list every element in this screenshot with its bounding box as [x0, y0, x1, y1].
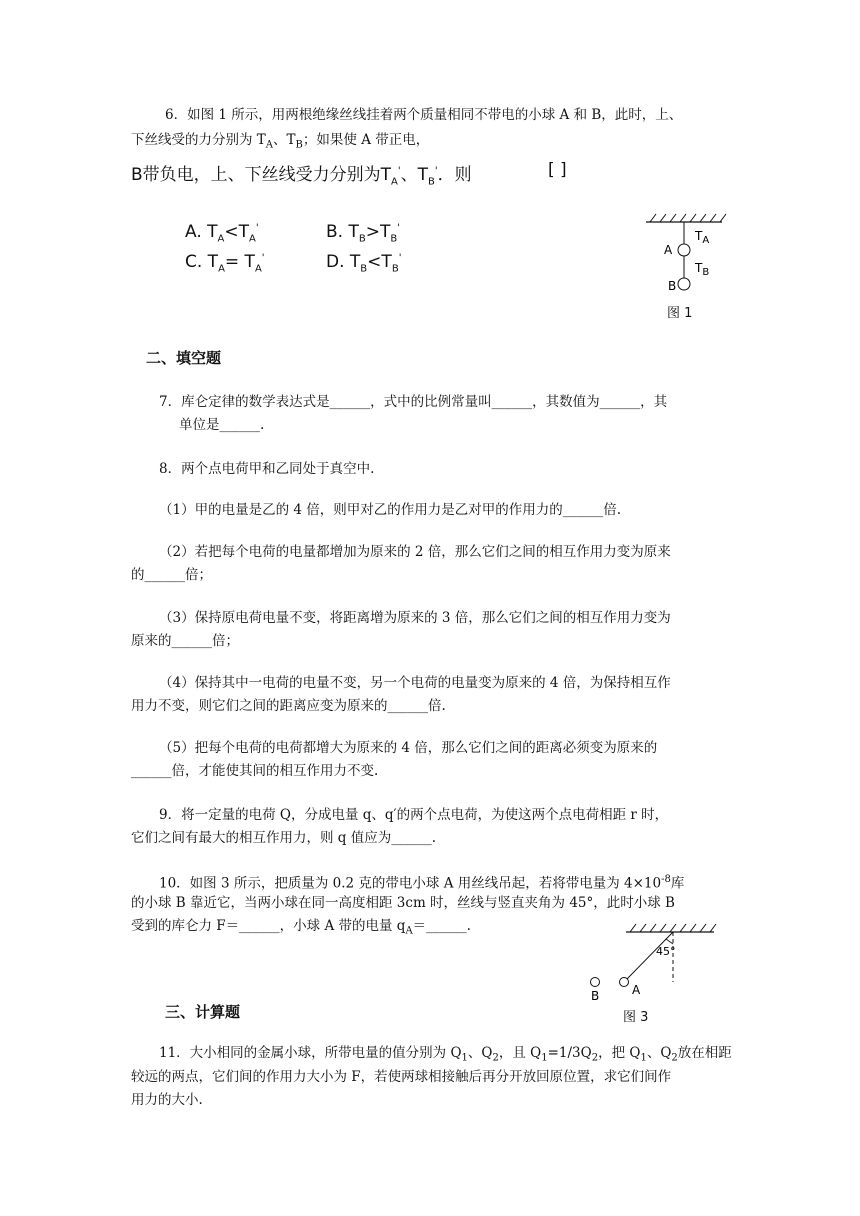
fig1-label-ta: $T_A$ [695, 229, 710, 246]
fig1-label-tb: $T_B$ [695, 261, 710, 278]
q8-part1: （1）甲的电量是乙的 4 倍，则甲对乙的作用力是乙对甲的作用力的______倍. [159, 502, 622, 518]
figure-3 [580, 920, 720, 1010]
q6-line2: 下丝线受的力分别为 $T_A$、$T_B$；如果使 A 带正电， [131, 132, 430, 151]
q6-line1: 6．如图 1 所示，用两根绝缘丝线挂着两个质量相同不带电的小球 A 和 B，此时，上、 [165, 107, 683, 123]
option-c: C. $T_A= T_A'$ [185, 252, 265, 275]
option-d: D. $T_B<T_B'$ [326, 252, 402, 275]
fig3-label-a: A [632, 983, 641, 997]
q11-line3: 用力的大小. [131, 1092, 203, 1108]
q8-part3-line2: 原来的______倍； [131, 633, 239, 649]
answer-bracket: [ ] [548, 160, 567, 180]
fig1-label-a: A [664, 243, 673, 257]
q10-line1: 10．如图 3 所示，把质量为 0.2 克的带电小球 A 用丝线吊起，若将带电量为 $4\times 10^{-8}$库 [159, 874, 685, 892]
fig1-label-b: B [668, 279, 677, 293]
section-heading-fill-blank: 二、填空题 [146, 349, 222, 367]
q7-line2: 单位是______. [179, 417, 265, 433]
q10-line2: 的小球 B 靠近它，当两小球在同一高度相距 3cm 时，丝线与竖直夹角为 45°，此时小球 B [131, 895, 675, 911]
q8-part3-line1: （3）保持原电荷电量不变，将距离增为原来的 3 倍，那么它们之间的相互作用力变为 [159, 610, 671, 626]
q9-line1: 9．将一定量的电荷 Q，分成电量 q、q′的两个点电荷，为使这两个点电荷相距 r 时， [159, 807, 669, 823]
q6-line3: B带负电，上、下丝线受力分别为$T_A'$、$T_B'$．则 [131, 165, 472, 188]
q8-part5-line2: ______倍，才能使其间的相互作用力不变. [131, 763, 379, 779]
fig3-angle-label: 45° [656, 945, 676, 958]
q10-line3: 受到的库仑力 F＝______，小球 A 带的电量 $q_A=\_\_\_\_\_\_$. [131, 918, 471, 937]
q8-part5-line1: （5）把每个电荷的电荷都增大为原来的 4 倍，那么它们之间的距离必须变为原来的 [159, 740, 658, 756]
q11-line2: 较远的两点，它们间的作用力大小为 F，若使两球相接触后再分开放回原位置，求它们间作 [131, 1069, 672, 1085]
q11-line1: 11．大小相同的金属小球，所带电量的值分别为 $Q_1$、$Q_2$，且 $Q_1=1/3Q_2$，把 $Q_1$、$Q_2$放在相距 [159, 1045, 732, 1064]
section-heading-calculation: 三、计算题 [165, 1003, 241, 1021]
q8-part4-line2: 用力不变，则它们之间的距离应变为原来的______倍. [131, 698, 446, 714]
q8-part2-line1: （2）若把每个电荷的电量都增加为原来的 2 倍，那么它们之间的相互作用力变为原来 [159, 544, 671, 560]
q8-part4-line1: （4）保持其中一电荷的电量不变，另一个电荷的电量变为原来的 4 倍，为保持相互作 [159, 675, 671, 691]
q8-part2-line2: 的______倍； [131, 567, 212, 583]
figure-3-caption: 图 3 [623, 1010, 649, 1025]
q9-line2: 它们之间有最大的相互作用力，则 q 值应为______. [131, 830, 437, 846]
q7-line1: 7．库仑定律的数学表达式是______，式中的比例常量叫______，其数值为______，其 [159, 394, 668, 410]
fig3-label-b: B [591, 989, 600, 1003]
q8-intro: 8．两个点电荷甲和乙同处于真空中. [159, 461, 375, 477]
option-a: A. $T_A<T_A'$ [185, 222, 259, 245]
figure-1-caption: 图 1 [667, 306, 693, 321]
option-b: B. $T_B>T_B'$ [326, 222, 400, 245]
